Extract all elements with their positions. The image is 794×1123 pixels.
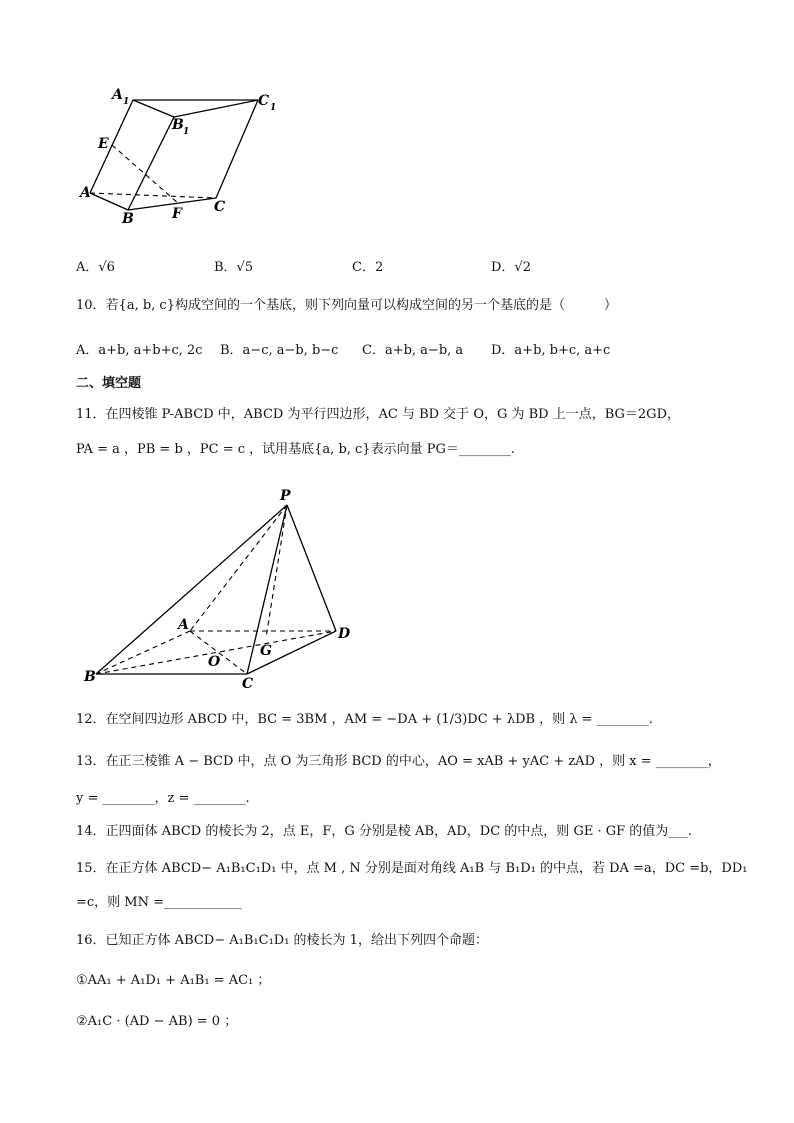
q9-option-d: D．√2 — [491, 260, 531, 275]
q16-item1: ①AA₁ + A₁D₁ + A₁B₁ = AC₁ ； — [76, 973, 271, 988]
q10-stem: 10．若{a, b, c}构成空间的一个基底，则下列向量可以构成空间的另一个基底的是（ ） — [76, 298, 617, 313]
fig1-label-b: B — [122, 211, 134, 225]
q10-option-d: D．a+b, b+c, a+c — [491, 343, 611, 358]
prism-figure — [76, 85, 291, 225]
fig2-label-a: A — [178, 617, 189, 633]
q9-option-c: C．2 — [352, 260, 384, 275]
fig2-label-g: G — [260, 643, 272, 659]
q10-option-c: C．a+b, a−b, a — [362, 343, 464, 358]
q13-line1: 13．在正三棱锥 A − BCD 中，点 O 为三角形 BCD 的中心，AO = xAB + yAC + zAD ，则 x = ________， — [76, 754, 721, 769]
q9-option-b: B．√5 — [214, 260, 254, 275]
fig2-label-o: O — [208, 654, 221, 670]
fig1-label-f: F — [172, 206, 182, 222]
fig1-label-c1: C — [258, 93, 270, 109]
q10-option-a: A．a+b, a+b+c, 2c — [76, 343, 203, 358]
q9-option-a: A．√6 — [76, 260, 115, 275]
fig2-label-p: P — [280, 488, 291, 504]
q15-line1: 15．在正方体 ABCD− A₁B₁C₁D₁ 中，点 M , N 分别是面对角线 A₁B 与 B₁D₁ 的中点，若 DA =a，DC =b，DD₁ — [76, 861, 748, 876]
fig2-label-d: D — [338, 626, 351, 642]
fig1-label-c1-sub: 1 — [270, 103, 277, 113]
fig1-label-a1: A — [112, 87, 123, 103]
section-title-fill-in: 二、填空题 — [76, 376, 142, 391]
fig1-label-c: C — [214, 199, 226, 215]
pyramid-figure — [80, 485, 370, 695]
q11-line2: PA = a ，PB = b ，PC = c ，试用基底{a, b, c}表示向量 PG＝________. — [76, 442, 515, 457]
fig2-label-b: B — [84, 669, 96, 685]
q16-item2: ②A₁C · (AD − AB) = 0 ； — [76, 1014, 238, 1029]
fig2-label-c: C — [242, 676, 254, 692]
q13-line2: y = ________，z = ________. — [76, 791, 250, 806]
fig1-label-a1-sub: 1 — [123, 97, 130, 107]
q11-line1: 11．在四棱锥 P-ABCD 中，ABCD 为平行四边形，AC 与 BD 交于 O，G 为 BD 上一点，BG＝2GD， — [76, 407, 680, 422]
fig1-label-b1: B — [172, 117, 184, 133]
fig1-label-e: E — [98, 136, 109, 152]
q10-option-b: B．a−c, a−b, b−c — [220, 343, 339, 358]
fig1-label-a: A — [80, 185, 91, 201]
q12-text: 12．在空间四边形 ABCD 中，BC = 3BM ，AM = −DA + (1/3)DC + λDB ，则 λ = ________. — [76, 712, 653, 727]
fig1-label-b1-sub: 1 — [183, 127, 190, 137]
q16-stem: 16．已知正方体 ABCD− A₁B₁C₁D₁ 的棱长为 1，给出下列四个命题： — [76, 933, 488, 948]
q15-line2: =c，则 MN =____________ — [76, 895, 243, 910]
q14-text: 14．正四面体 ABCD 的棱长为 2，点 E，F，G 分别是棱 AB，AD，DC 的中点，则 GE · GF 的值为___. — [76, 824, 692, 839]
